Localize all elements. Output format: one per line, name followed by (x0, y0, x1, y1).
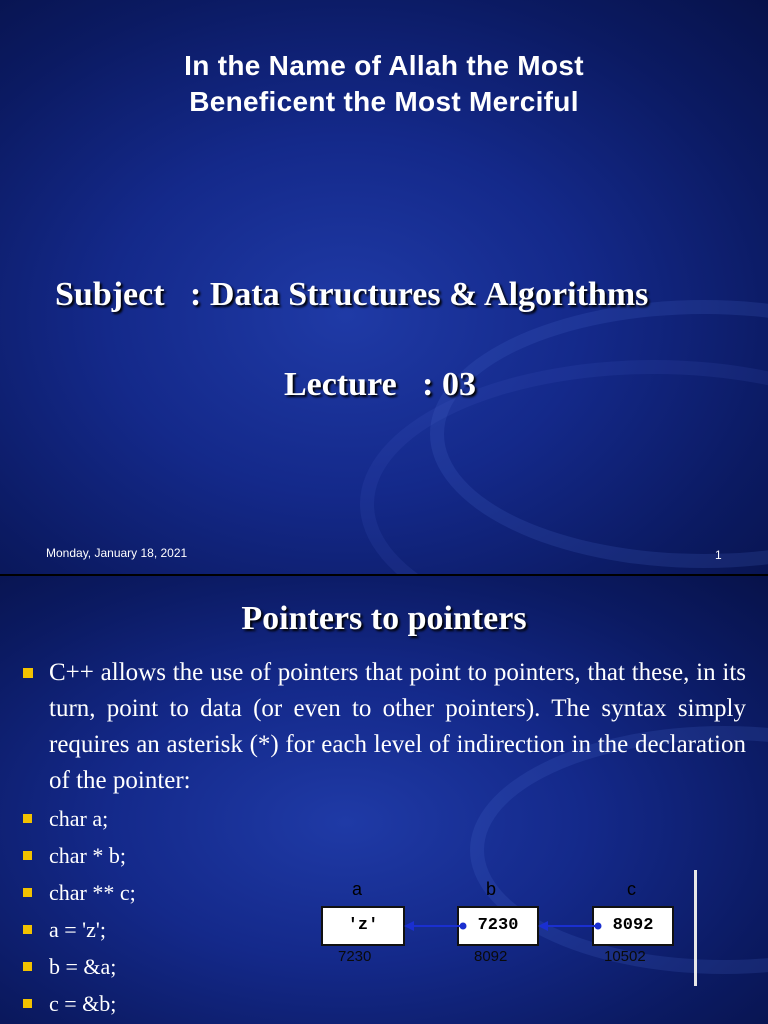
slide-heading: Pointers to pointers (241, 600, 527, 637)
decorative-swoosh (430, 300, 768, 568)
bullet-square-icon (23, 888, 32, 897)
lecture-number: Lecture : 03 (284, 366, 476, 403)
memory-cell-c: 8092 (592, 906, 674, 946)
bullet-square-icon (23, 962, 32, 971)
address-b: 8092 (474, 948, 508, 965)
bullet-square-icon (23, 925, 32, 934)
code-line: c = &b; (20, 991, 136, 1024)
address-c: 10502 (604, 948, 646, 965)
code-line: char a; (20, 806, 136, 843)
slide-greeting (0, 48, 768, 120)
intro-bullet (20, 655, 746, 799)
greeting-line-1: In the Name of Allah the Most (184, 50, 584, 81)
intro-text: C++ allows the use of pointers that point to pointers, that these, in its turn, point to data (or even to other pointers). The syntax simply requires an asterisk (*) for each level of indirection in the declaration of the pointer: (49, 659, 746, 794)
memory-cell-a: 'z' (321, 906, 405, 946)
code-lines (20, 806, 136, 1024)
code-line: b = &a; (20, 954, 136, 991)
content-slide (0, 576, 768, 1024)
bullet-square-icon (23, 851, 32, 860)
slide-date: Monday, January 18, 2021 (46, 546, 188, 560)
code-line: char * b; (20, 843, 136, 880)
subject-line: Subject : Data Structures & Algorithms (55, 276, 649, 313)
code-line: char ** c; (20, 880, 136, 917)
greeting-line-2: Beneficent the Most Merciful (189, 86, 579, 117)
code-line: a = 'z'; (20, 917, 136, 954)
memory-cell-b: 7230 (457, 906, 539, 946)
slide-page-number: 1 (715, 548, 722, 562)
bullet-square-icon (23, 999, 32, 1008)
var-name-c: c (627, 879, 636, 899)
divider-line (694, 870, 697, 986)
bullet-square-icon (23, 668, 33, 678)
var-name-b: b (486, 879, 497, 899)
address-a: 7230 (338, 948, 372, 965)
var-name-a: a (352, 879, 363, 899)
bullet-square-icon (23, 814, 32, 823)
